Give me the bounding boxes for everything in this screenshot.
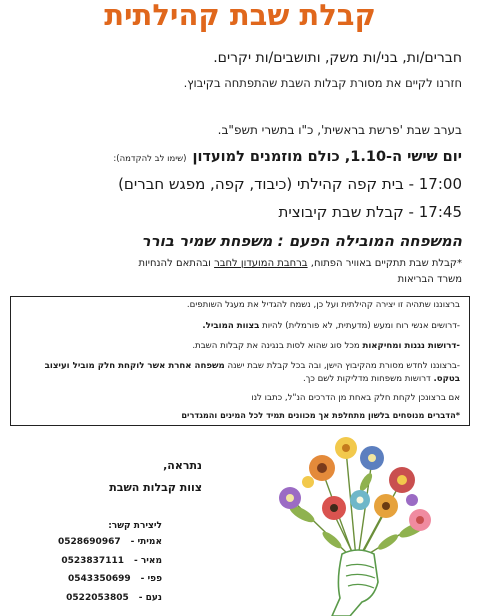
contact-name: פפי - bbox=[140, 574, 162, 584]
contact-item bbox=[68, 574, 162, 584]
contact-item bbox=[66, 593, 162, 603]
date-line: בערב שבת 'פרשת בראשית', כ"ו בתשרי תשפ"ב. bbox=[217, 123, 462, 137]
contact-name: אמיתי - bbox=[130, 537, 162, 547]
contact-item bbox=[61, 556, 162, 566]
box-bold: בצוות המוביל. bbox=[202, 321, 260, 331]
contact-phone: 0522053805 bbox=[66, 593, 129, 603]
box-paragraph bbox=[45, 361, 460, 371]
participation-box bbox=[10, 296, 470, 426]
schedule-text: - בית קפה קהילתי (כיבוד, קפה, מפגש חברים) bbox=[118, 175, 414, 193]
schedule-item bbox=[118, 175, 462, 193]
box-paragraph bbox=[303, 374, 460, 384]
contact-phone: 0523837111 bbox=[61, 556, 124, 566]
page-title: קבלת שבת קהילתית bbox=[104, 0, 376, 32]
signature-team: צוות קבלות השבת bbox=[109, 481, 202, 494]
venue-text: *קבלת שבת תתקיים באוויר הפתוח, bbox=[307, 258, 462, 269]
friday-note: (שימו לב להקדמה): bbox=[113, 154, 187, 164]
intro-line-2: חזרנו לקיים את מסורת קבלות השבת שהתפתחה בקיבוץ. bbox=[183, 76, 462, 90]
box-paragraph bbox=[192, 341, 460, 351]
contact-phone: 0528690967 bbox=[57, 537, 121, 547]
box-text: דרושות משפחות מדליקות לשם כך. bbox=[302, 374, 434, 384]
contact-phone: 0543350699 bbox=[68, 574, 131, 584]
box-paragraph: ברצוננו שתהיה זו יצירה קהילתית ועל כן, נשמח להגדיל את מעגל השותפים. bbox=[186, 300, 460, 310]
schedule-time: 17:45 bbox=[418, 203, 462, 221]
box-paragraph: אם ברצונכן לקחת חלק באחת מן הדרכים הנ"ל, כתבו לנו bbox=[251, 393, 460, 403]
box-text: -דרושים אנשי רוח ומעש (מדעתית, לא פורמלית) להיות bbox=[259, 321, 460, 331]
contact-heading: ליצירת קשר: bbox=[108, 521, 162, 531]
hosting-family: המשפחה המובילה הפעם : משפחת שמיר בורר bbox=[141, 232, 462, 250]
schedule-item bbox=[279, 203, 462, 221]
box-text: מכל סוג שהוא לסות בנגינה את קבלות השבת. bbox=[192, 341, 363, 351]
contact-name: מאיר - bbox=[133, 556, 162, 566]
hand bbox=[332, 550, 378, 616]
venue-note bbox=[138, 258, 462, 269]
box-footnote: *הדברים מנוסחים בלשון מתחלפת אך מכוונים תמיד לכל המינים והמגדרים bbox=[181, 410, 460, 420]
box-text: -ברצוננו לחדש מסורת מהקיבוץ הישן, ובה בכל קבלת שבת ישנה bbox=[224, 361, 460, 371]
box-bold: בטקס. bbox=[433, 374, 460, 384]
signature-greeting: נתראה, bbox=[163, 459, 202, 472]
venue-text-2: ובהתאם להנחיות bbox=[138, 258, 215, 269]
box-bold: משפחה אחרת אשר לוקחת חלק מוביל ועיצוב bbox=[44, 361, 225, 371]
box-bold: -דרושות נגנות ומחיקאות bbox=[362, 341, 460, 351]
venue-link: ברחבת המועדון לחבר bbox=[214, 258, 308, 269]
contact-item bbox=[58, 537, 162, 547]
friday-text: יום שישי ה-1.10, כולם מוזמנים למועדון bbox=[192, 149, 462, 165]
contact-name: נעם - bbox=[138, 593, 162, 603]
schedule-text: - קבלת שבת קיבוצית bbox=[278, 203, 414, 221]
intro-line-1: חברים/ות, בני/ות משק, ותושבים/ות יקרים. bbox=[213, 50, 462, 66]
flower-bouquet-illustration bbox=[262, 430, 444, 616]
friday-invitation bbox=[113, 149, 462, 165]
box-paragraph bbox=[202, 321, 460, 331]
schedule-time: 17:00 bbox=[418, 175, 462, 193]
venue-note-line-2: משרד הבריאות bbox=[397, 274, 462, 285]
